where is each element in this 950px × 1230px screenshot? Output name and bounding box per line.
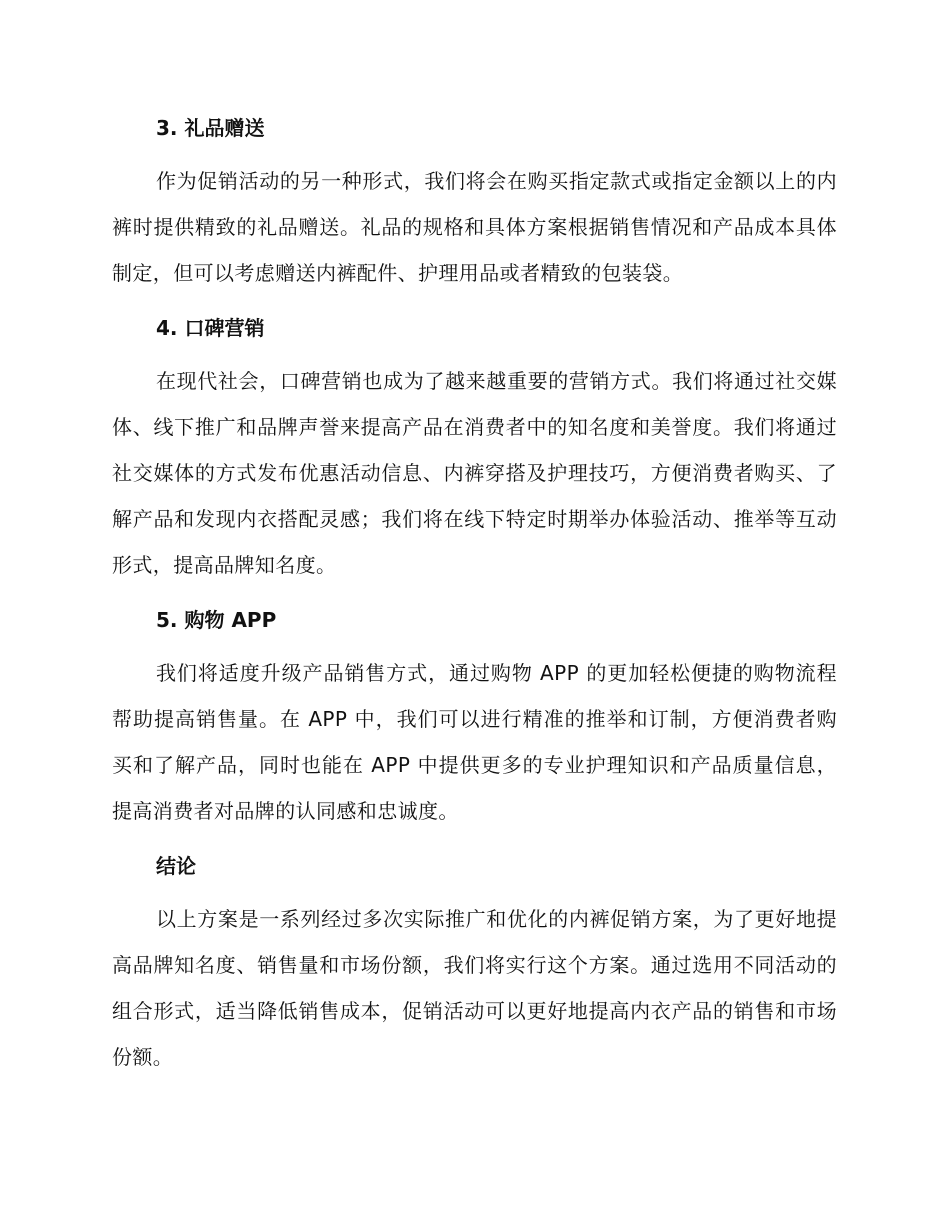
section-heading-word-of-mouth: 4. 口碑营销 — [156, 316, 265, 340]
section-heading-conclusion: 结论 — [156, 854, 196, 878]
section-heading-gifts: 3. 礼品赠送 — [156, 116, 265, 140]
section-heading-shopping-app: 5. 购物 APP — [156, 608, 277, 632]
section-body-conclusion: 以上方案是一系列经过多次实际推广和优化的内裤促销方案，为了更好地提高品牌知名度、销售量和市场份额，我们将实行这个方案。通过选用不同活动的组合形式，适当降低销售成本，促销活动可以更好地提高内衣产品的销售和市场份额。 — [112, 907, 837, 1069]
section-body-gifts: 作为促销活动的另一种形式，我们将会在购买指定款式或指定金额以上的内裤时提供精致的礼品赠送。礼品的规格和具体方案根据销售情况和产品成本具体制定，但可以考虑赠送内裤配件、护理用品或者精致的包装袋。 — [112, 169, 837, 285]
section-body-word-of-mouth: 在现代社会，口碑营销也成为了越来越重要的营销方式。我们将通过社交媒体、线下推广和品牌声誉来提高产品在消费者中的知名度和美誉度。我们将通过社交媒体的方式发布优惠活动信息、内裤穿搭及护理技巧，方便消费者购买、了解产品和发现内衣搭配灵感；我们将在线下特定时期举办体验活动、推举等互动形式，提高品牌知名度。 — [112, 369, 837, 577]
section-body-shopping-app: 我们将适度升级产品销售方式，通过购物 APP 的更加轻松便捷的购物流程帮助提高销售量。在 APP 中，我们可以进行精准的推举和订制，方便消费者购买和了解产品，同时也能在 APP 中提供更多的专业护理知识和产品质量信息，提高消费者对品牌的认同感和忠诚度。 — [112, 661, 837, 823]
document-page — [112, 112, 837, 1096]
